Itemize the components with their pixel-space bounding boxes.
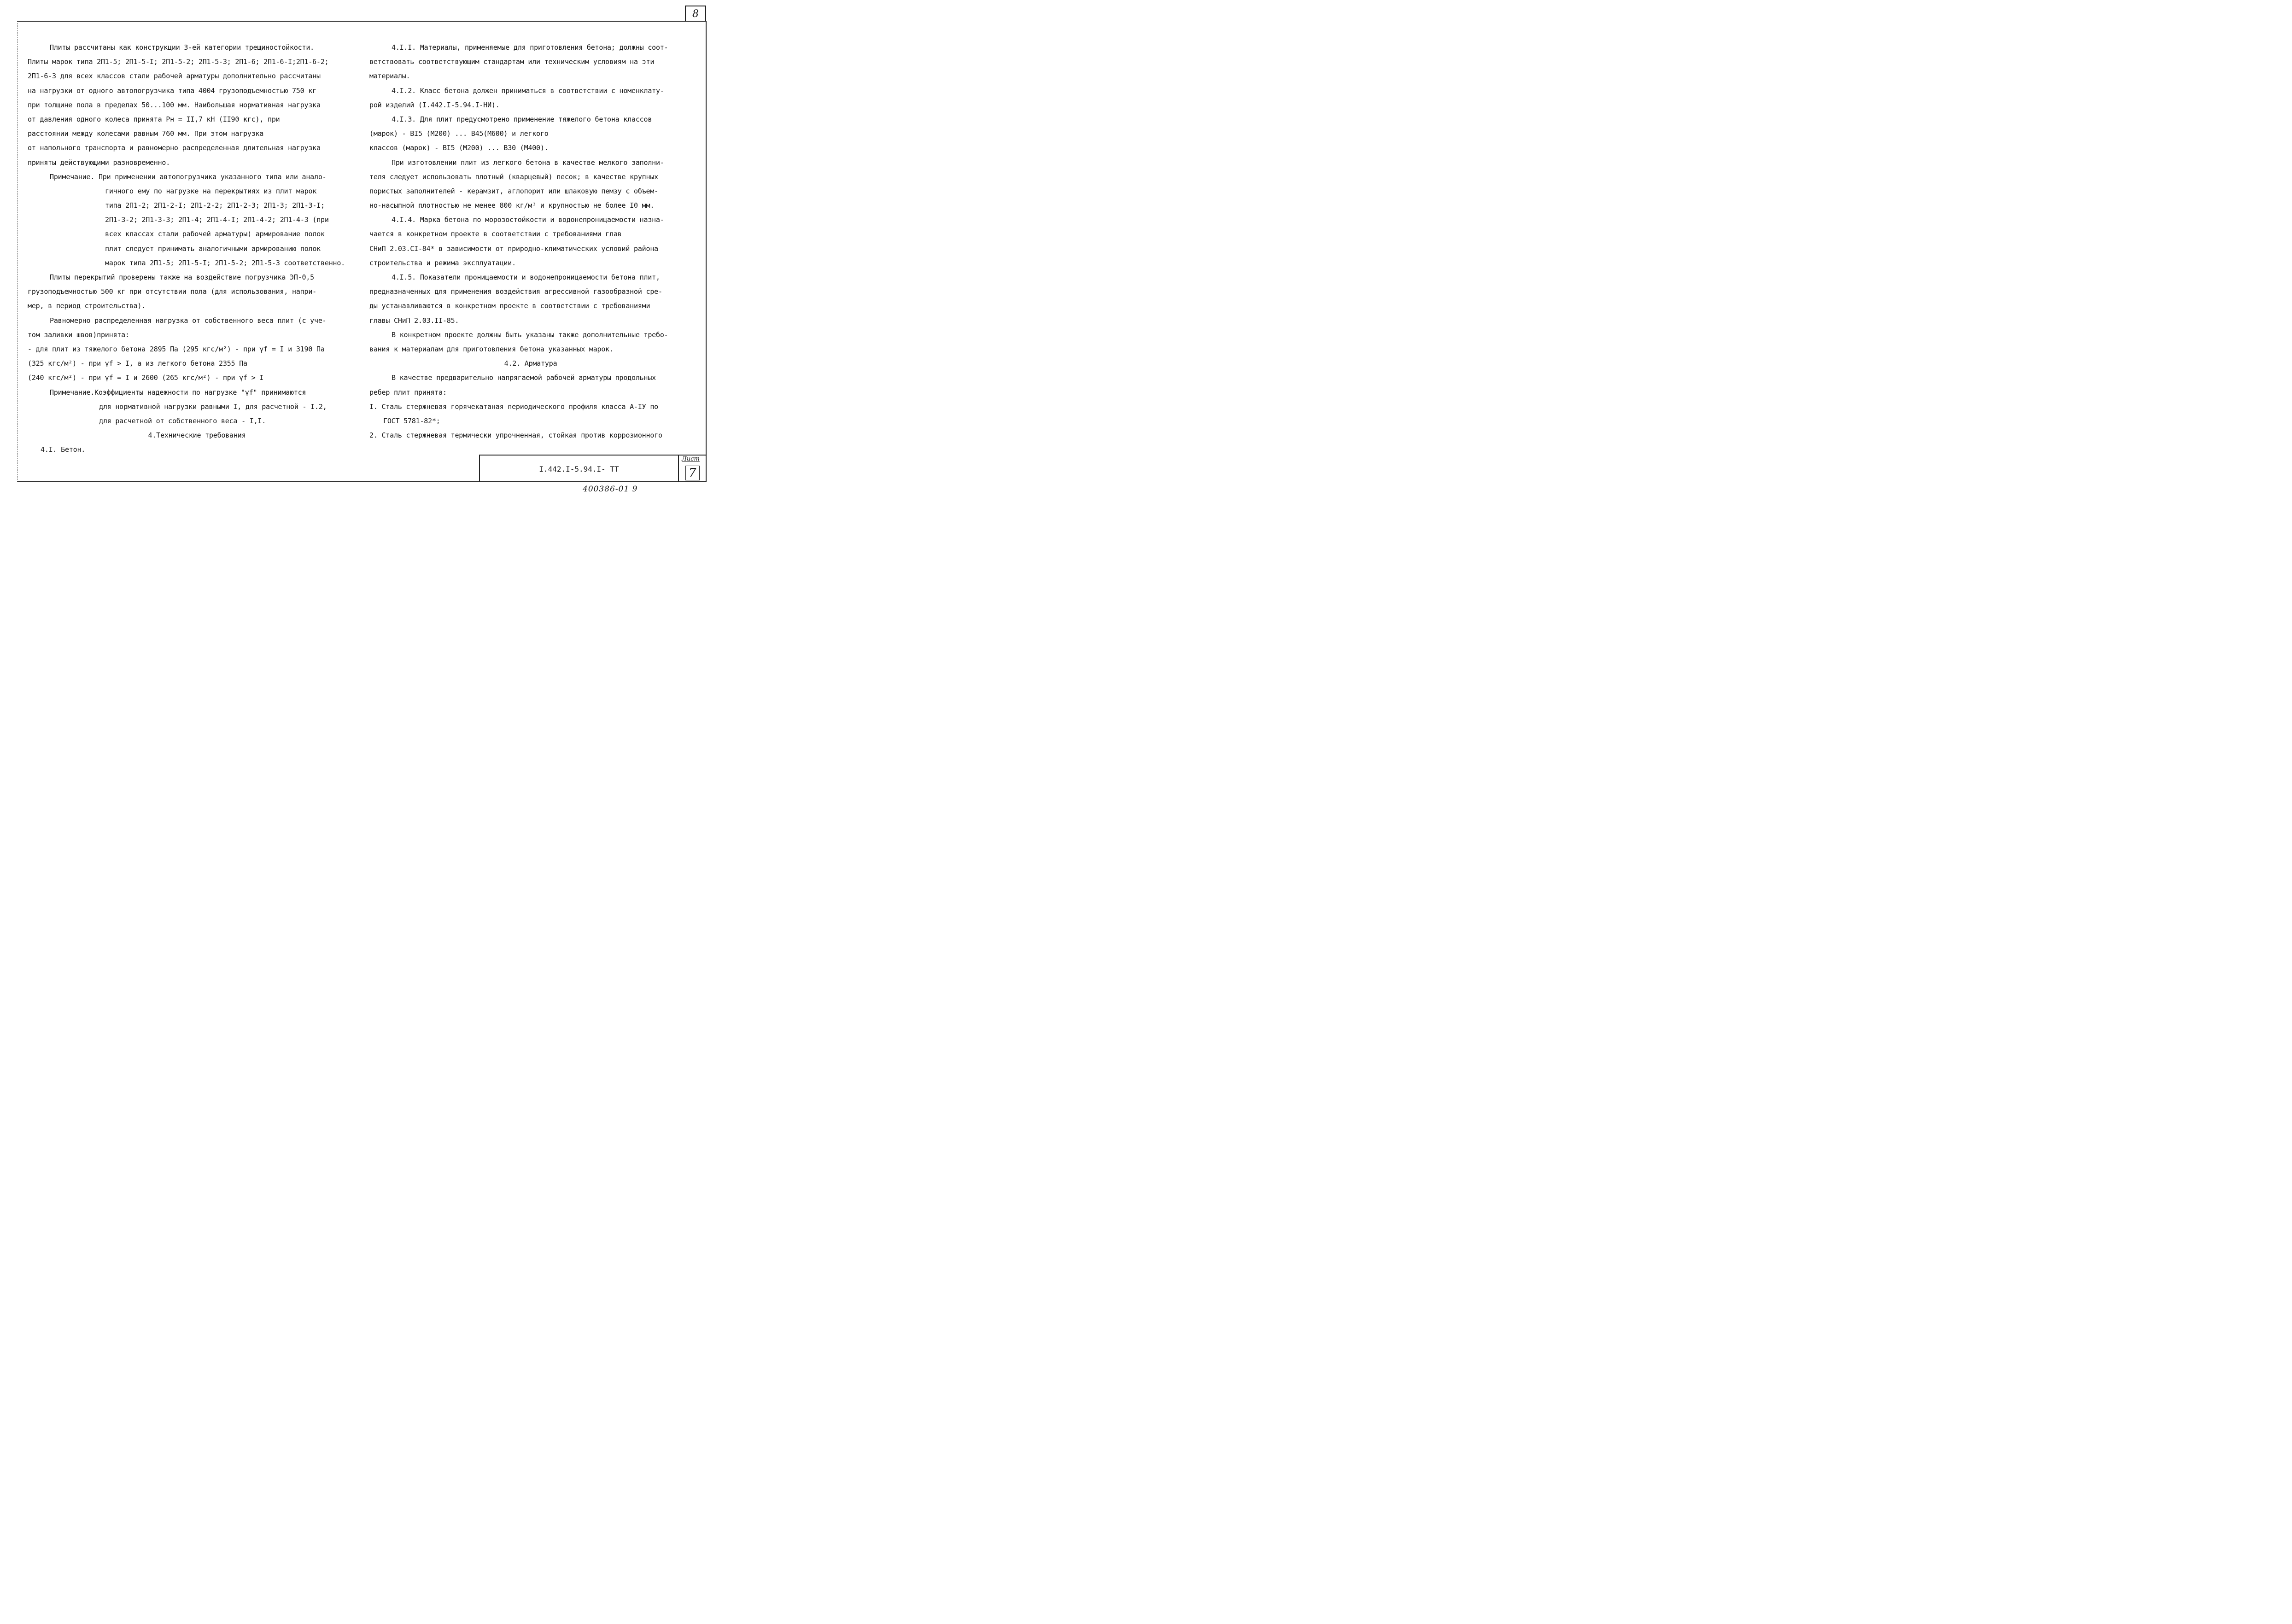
text-line: всех классах стали рабочей арматуры) армирование полок [105,230,325,239]
text-line: 4.I.3. Для плит предусмотрено применение тяжелого бетона классов [392,115,652,123]
text-line: для нормативной нагрузки равными I, для расчетной - I.2, [99,402,327,411]
text-line: 2П1-3-2; 2П1-3-3; 2П1-4; 2П1-4-I; 2П1-4-2; 2П1-4-3 (при [105,216,329,224]
text-line: 4.I.5. Показатели проницаемости и водонепроницаемости бетона плит, [392,273,660,281]
text-line: гичного ему по нагрузке на перекрытиях из плит марок [105,187,317,195]
text-line: рой изделий (I.442.I-5.94.I-НИ). [369,100,500,109]
text-line: Равномерно распределенная нагрузка от собственного веса плит (с уче- [50,316,327,325]
text-line: Примечание.Коэффициенты надежности по нагрузке "γf" принимаются [50,388,306,397]
text-line: 4.I. Бетон. [41,445,86,454]
text-line: на нагрузки от одного автопогрузчика типа 4004 грузоподъемностью 750 кг [28,86,316,95]
text-line: теля следует использовать плотный (кварцевый) песок; в качестве крупных [369,172,658,181]
text-line: классов (марок) - BI5 (М200) ... B30 (М400). [369,144,549,152]
text-line: плит следует принимать аналогичными армированию полок [105,244,321,253]
text-line: от напольного транспорта и равномерно распределенная длительная нагрузка [28,144,321,152]
text-line: от давления одного колеса принята Pн = II,7 кН (II90 кгс), при [28,115,280,123]
text-line: при толщине пола в пределах 50...100 мм. Наибольшая нормативная нагрузка [28,100,321,109]
sheet-label: Лист [682,456,700,462]
text-line: I. Сталь стержневая горячекатаная периодического профиля класса А-IУ по [369,402,658,411]
text-line: ветствовать соответствующим стандартам или техническим условиям на эти [369,58,655,66]
text-line: Примечание. При применении автопогрузчика указанного типа или анало- [50,172,327,181]
text-line: 4.I.I. Материалы, применяемые для приготовления бетона; должны соот- [392,43,668,52]
text-line: В конкретном проекте должны быть указаны также дополнительные требо- [392,330,668,339]
text-line: (325 кгс/м²) - при γf > I, а из легкого бетона 2355 Па [28,359,247,368]
archive-number: 400386-01 9 [583,485,638,494]
text-line: Плиты перекрытий проверены также на воздействие погрузчика ЭП-0,5 [50,273,314,281]
right-column [369,41,692,443]
text-line: Плиты марок типа 2П1-5; 2П1-5-I; 2П1-5-2; 2П1-5-3; 2П1-6; 2П1-6-I;2П1-6-2; [28,58,329,66]
text-line: 4.I.4. Марка бетона по морозостойкости и водонепроницаемости назна- [392,216,664,224]
text-line: расстоянии между колесами равным 760 мм. При этом нагрузка [28,129,264,138]
text-line: 4.I.2. Класс бетона должен приниматься в соответствии с номенклату- [392,86,664,95]
document-code: I.442.I-5.94.I- ТТ [539,465,619,473]
text-line: (марок) - BI5 (М200) ... B45(М600) и легкого [369,129,549,138]
text-line: приняты действующими разновременно. [28,158,170,167]
text-line: ГОСТ 5781-82*; [383,416,440,425]
left-column [28,41,366,457]
text-line: марок типа 2П1-5; 2П1-5-I; 2П1-5-2; 2П1-5-3 соответственно. [105,258,345,267]
text-line: При изготовлении плит из легкого бетона в качестве мелкого заполни- [392,158,664,167]
text-line: грузоподъемностью 500 кг при отсутствии пола (для использования, напри- [28,287,316,296]
text-line: том заливки швов)принята: [28,330,129,339]
sheet-number: 7 [685,466,700,480]
text-line: главы СНиП 2.03.II-85. [369,316,459,325]
top-page-number: 8 [685,6,706,22]
text-line: 2. Сталь стержневая термически упрочненная, стойкая против коррозионного [369,431,662,440]
text-line: СНиП 2.03.CI-84* в зависимости от природно-климатических условий района [369,244,658,253]
text-line: В качестве предварительно напрягаемой рабочей арматуры продольных [392,374,656,382]
text-line: пористых заполнителей - керамзит, аглопорит или шлаковую пемзу с объем- [369,187,658,195]
text-line: Плиты рассчитаны как конструкции 3-ей категории трещиностойкости. [50,43,314,52]
text-line: но-насыпной плотностью не менее 800 кг/м³ и крупностью не более I0 мм. [369,201,655,210]
text-line: типа 2П1-2; 2П1-2-I; 2П1-2-2; 2П1-2-3; 2П1-3; 2П1-3-I; [105,201,325,210]
text-line: предназначенных для применения воздействия агрессивной газообразной сре- [369,287,662,296]
text-line: строительства и режима эксплуатации. [369,258,516,267]
text-line: ды устанавливаются в конкретном проекте в соответствии с требованиями [369,302,650,310]
text-line: 2П1-6-3 для всех классов стали рабочей арматуры дополнительно рассчитаны [28,72,321,81]
text-line: (240 кгс/м²) - при γf = I и 2600 (265 кгс/м²) - при γf > I [28,374,264,382]
title-block-stamp [479,455,706,481]
sheet-cell [678,456,707,481]
text-line: ребер плит принята: [369,388,447,397]
text-line: 4.2. Арматура [504,359,557,368]
text-line: - для плит из тяжелого бетона 2895 Па (295 кгс/м²) - при γf = I и 3190 Па [28,345,325,353]
text-line: чается в конкретном проекте в соответствии с требованиями глав [369,230,622,239]
text-line: 4.Технические требования [148,431,246,440]
text-line: материалы. [369,72,410,81]
text-line: мер, в период строительства). [28,302,146,310]
text-line: вания к материалам для приготовления бетона указанных марок. [369,345,614,353]
text-line: для расчетной от собственного веса - I,I. [99,416,266,425]
